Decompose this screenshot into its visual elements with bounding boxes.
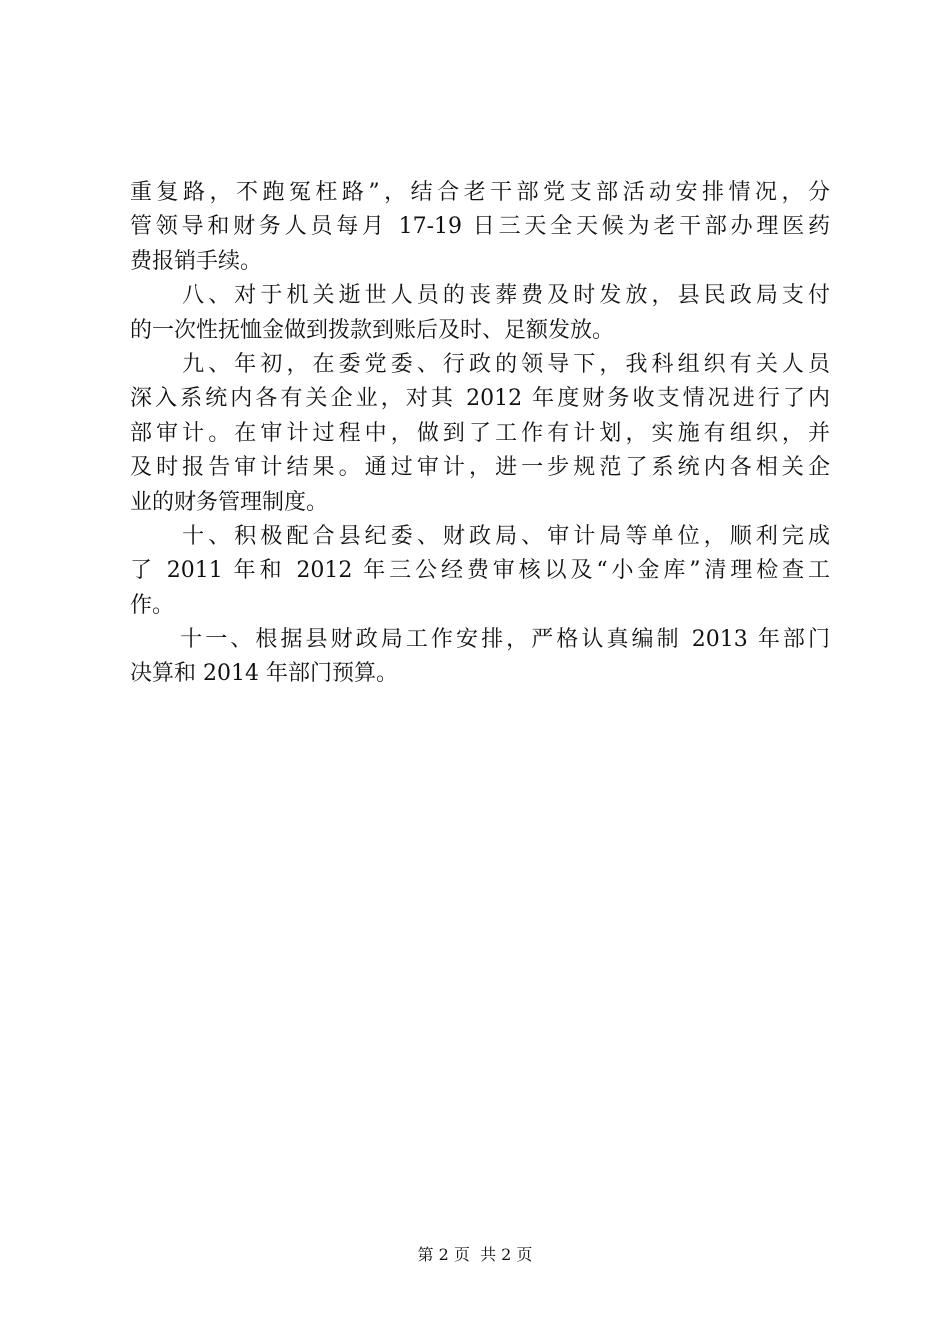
text-line: 管领导和财务人员每月 17-19 日三天全天候为老干部办理医药 bbox=[130, 214, 830, 240]
document-body bbox=[130, 176, 830, 692]
text-line: 八、对于机关逝世人员的丧葬费及时发放，县民政局支付 bbox=[130, 283, 830, 309]
text-line: 九、年初，在委党委、行政的领导下，我科组织有关人员 bbox=[130, 351, 830, 377]
page-footer: 第 2 页 共 2 页 bbox=[417, 1245, 533, 1264]
text-line: 十、积极配合县纪委、财政局、审计局等单位，顺利完成 bbox=[130, 523, 830, 549]
text-line: 了 2011 年和 2012 年三公经费审核以及“小金库”清理检查工 bbox=[130, 558, 830, 584]
text-line: 的一次性抚恤金做到拨款到账后及时、足额发放。 bbox=[130, 317, 615, 343]
text-line: 重复路，不跑冤枉路”，结合老干部党支部活动安排情况，分 bbox=[130, 180, 830, 205]
text-line: 十一、根据县财政局工作安排，严格认真编制 2013 年部门 bbox=[130, 627, 830, 653]
text-line: 业的财务管理制度。 bbox=[130, 489, 329, 515]
text-line: 决算和 2014 年部门预算。 bbox=[130, 661, 398, 687]
text-line: 费报销手续。 bbox=[130, 248, 263, 274]
text-line: 部审计。在审计过程中，做到了工作有计划，实施有组织，并 bbox=[130, 420, 830, 446]
text-line: 及时报告审计结果。通过审计，进一步规范了系统内各相关企 bbox=[130, 455, 830, 481]
text-line: 深入系统内各有关企业，对其 2012 年度财务收支情况进行了内 bbox=[130, 386, 830, 412]
text-line: 作。 bbox=[130, 592, 175, 618]
